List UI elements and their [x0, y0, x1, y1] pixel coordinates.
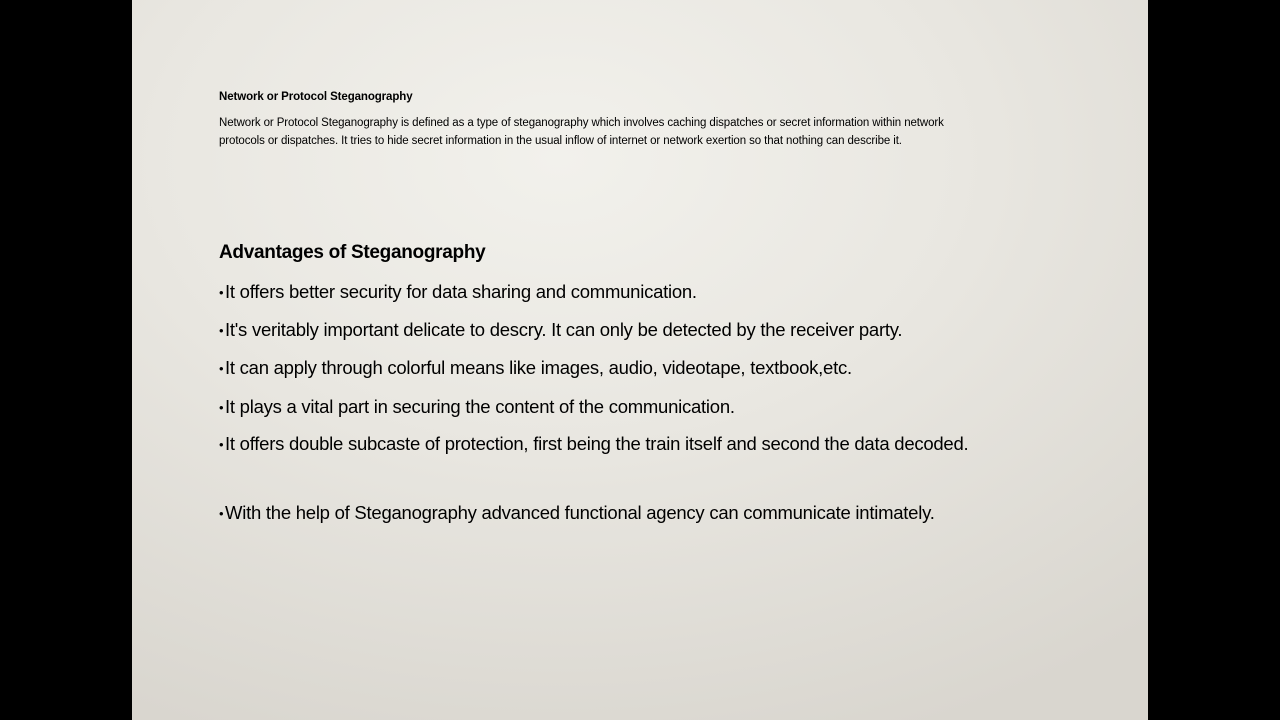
- list-item-text: It plays a vital part in securing the content of the communication.: [225, 396, 735, 417]
- bullet-icon: •: [219, 506, 224, 521]
- list-item-text: It offers better security for data sharing and communication.: [225, 281, 697, 302]
- list-item: [219, 354, 1044, 384]
- list-item: [219, 278, 1044, 308]
- bullet-icon: •: [219, 437, 224, 452]
- list-item: [219, 393, 1044, 423]
- list-item: [219, 316, 1044, 346]
- list-item: [219, 499, 1044, 529]
- list-item-text: With the help of Steganography advanced functional agency can communicate intimately.: [225, 502, 935, 523]
- advantages-title: Advantages of Steganography: [219, 242, 486, 263]
- bullet-icon: •: [219, 361, 224, 376]
- section-body: Network or Protocol Steganography is defined as a type of steganography which involves caching dispatches or secret information within network protocols or dispatches. It tries to hide secret information in the usual inflow of internet or network exertion so that nothing can describe it.: [219, 117, 944, 147]
- bullet-icon: •: [219, 323, 224, 338]
- list-item-text: It offers double subcaste of protection, first being the train itself and second the data decoded.: [225, 433, 969, 454]
- list-item-text: It can apply through colorful means like images, audio, videotape, textbook,etc.: [225, 357, 852, 378]
- bullet-icon: •: [219, 400, 224, 415]
- list-item: [219, 430, 1044, 460]
- bullet-icon: •: [219, 285, 224, 300]
- list-item-text: It's veritably important delicate to descry. It can only be detected by the receiver party.: [225, 319, 903, 340]
- section-title: Network or Protocol Steganography: [219, 91, 413, 103]
- presentation-slide: [132, 0, 1148, 720]
